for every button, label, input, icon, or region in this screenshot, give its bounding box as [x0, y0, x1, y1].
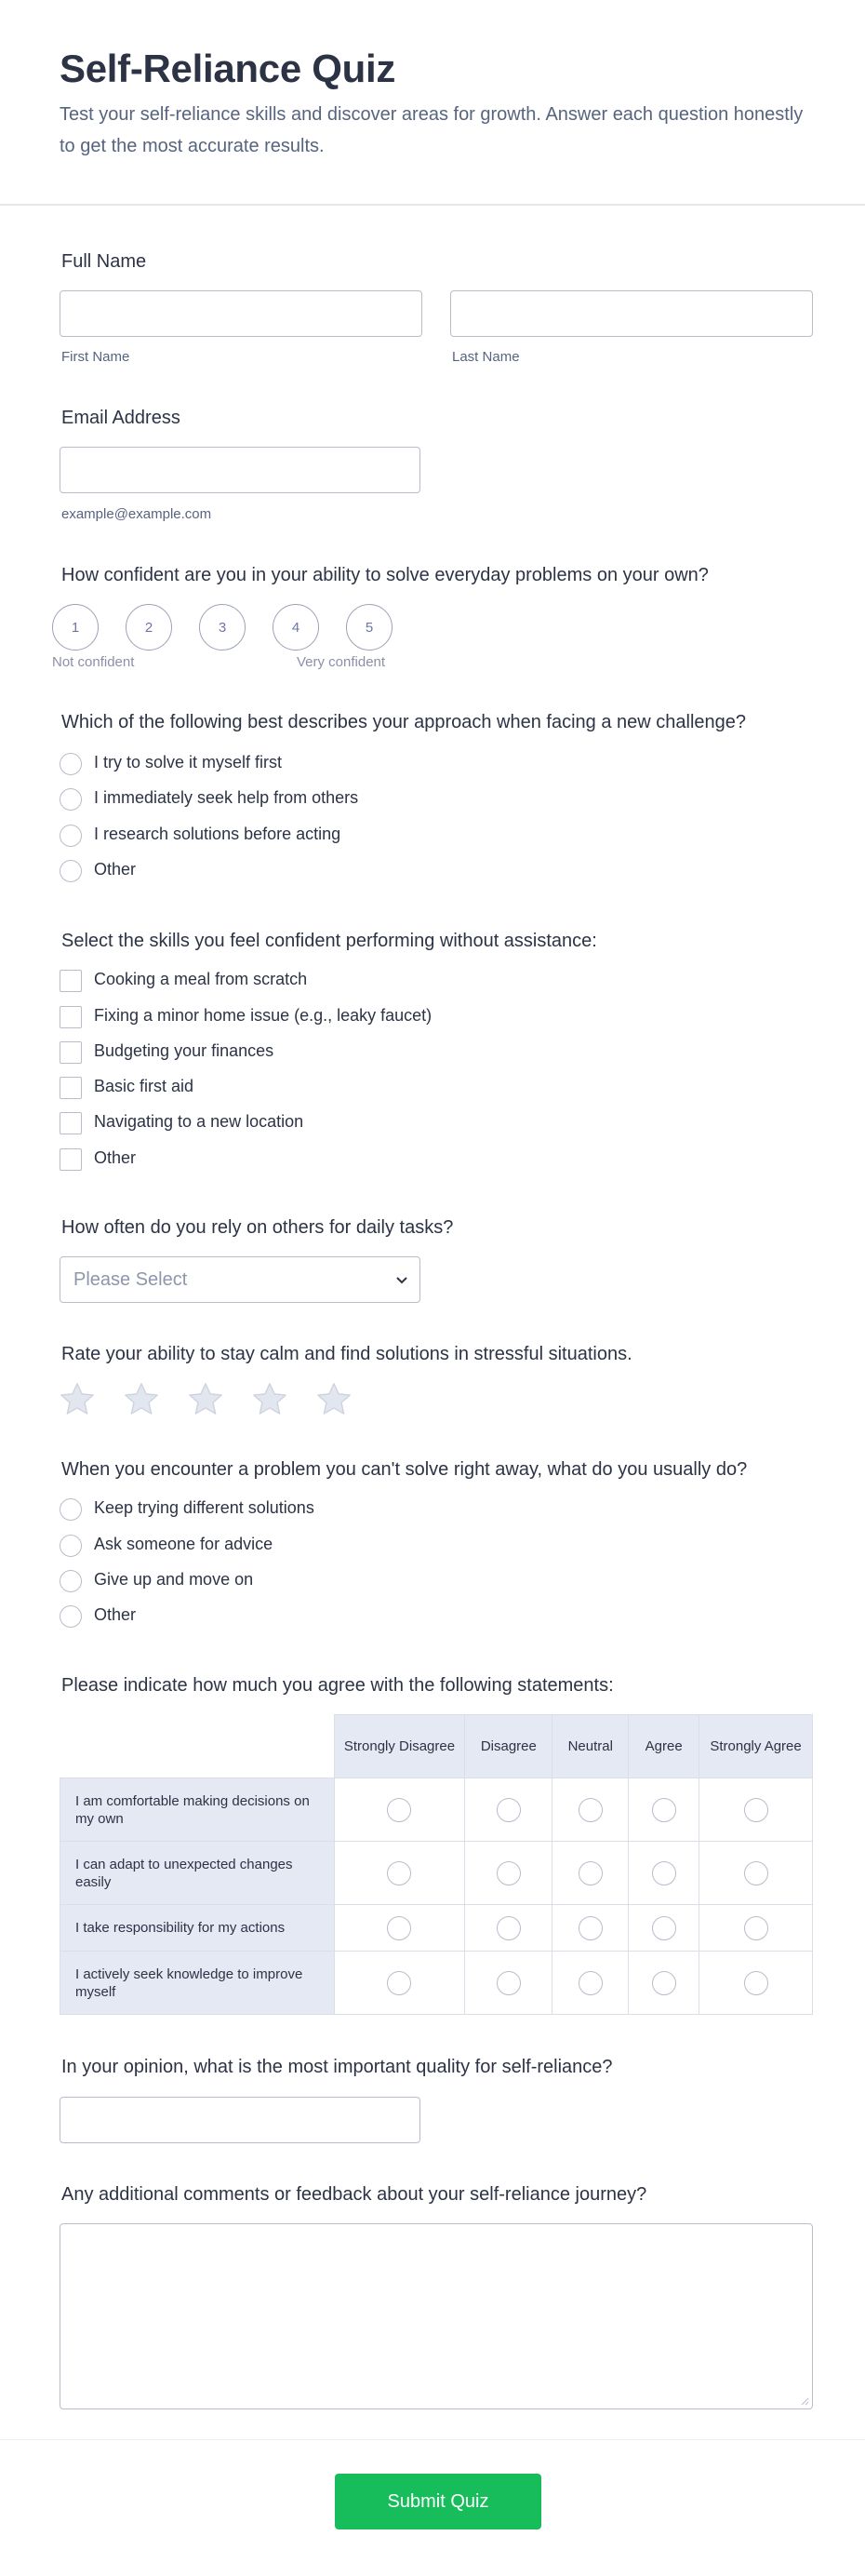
matrix-radio[interactable]	[497, 1861, 521, 1885]
skills-checkbox-6[interactable]	[60, 1148, 82, 1171]
matrix-radio[interactable]	[387, 1971, 411, 1995]
scale-max-label: Very confident	[297, 654, 386, 670]
matrix-radio[interactable]	[387, 1916, 411, 1940]
matrix-radio[interactable]	[387, 1798, 411, 1822]
matrix-radio[interactable]	[497, 1916, 521, 1940]
problem-radio-4[interactable]	[60, 1605, 82, 1628]
form-header	[0, 0, 865, 206]
matrix-radio[interactable]	[744, 1861, 768, 1885]
matrix-radio[interactable]	[652, 1916, 676, 1940]
comments-question: Any additional comments or feedback about your self-reliance journey?	[61, 2184, 647, 2205]
dropdown-selected-value: Please Select	[73, 1269, 188, 1290]
matrix-column-header: Neutral	[552, 1715, 629, 1778]
approach-option-label[interactable]: I immediately seek help from others	[94, 788, 359, 807]
skills-option-label[interactable]: Fixing a minor home issue (e.g., leaky faucet)	[94, 1006, 432, 1025]
skills-checkbox-4[interactable]	[60, 1077, 82, 1099]
scale-option-1[interactable]: 1	[52, 604, 99, 651]
page-title: Self-Reliance Quiz	[60, 47, 396, 90]
skills-checkbox-5[interactable]	[60, 1112, 82, 1134]
skills-checkbox-2[interactable]	[60, 1006, 82, 1028]
matrix-radio[interactable]	[744, 1971, 768, 1995]
first-name-sublabel: First Name	[61, 349, 130, 365]
problem-option-label[interactable]: Give up and move on	[94, 1570, 254, 1589]
problem-question: When you encounter a problem you can't solve right away, what do you usually do?	[61, 1459, 748, 1480]
matrix-question: Please indicate how much you agree with the following statements:	[61, 1675, 614, 1696]
matrix-radio[interactable]	[579, 1798, 603, 1822]
matrix-column-header: Disagree	[465, 1715, 552, 1778]
skills-checkbox-3[interactable]	[60, 1041, 82, 1064]
star-icon[interactable]	[122, 1380, 161, 1419]
submit-button[interactable]: Submit Quiz	[335, 2474, 541, 2529]
scale-min-label: Not confident	[52, 654, 135, 670]
star-icon[interactable]	[314, 1380, 353, 1419]
skills-option-label[interactable]: Navigating to a new location	[94, 1112, 304, 1131]
confidence-question: How confident are you in your ability to solve everyday problems on your own?	[61, 565, 709, 585]
matrix-radio[interactable]	[579, 1971, 603, 1995]
table-row	[60, 1842, 813, 1905]
calm-question: Rate your ability to stay calm and find solutions in stressful situations.	[61, 1344, 632, 1364]
problem-radio-2[interactable]	[60, 1535, 82, 1557]
approach-question: Which of the following best describes your approach when facing a new challenge?	[61, 712, 746, 732]
reliance-dropdown[interactable]	[60, 1256, 420, 1303]
table-row	[60, 1952, 813, 2015]
scale-option-2[interactable]: 2	[126, 604, 172, 651]
matrix-radio[interactable]	[497, 1971, 521, 1995]
problem-option-label[interactable]: Keep trying different solutions	[94, 1498, 314, 1517]
approach-option-label[interactable]: I try to solve it myself first	[94, 753, 283, 771]
skills-option-label[interactable]: Budgeting your finances	[94, 1041, 274, 1060]
matrix-row-label: I can adapt to unexpected changes easily	[60, 1842, 335, 1905]
scale-option-3[interactable]: 3	[199, 604, 246, 651]
matrix-radio[interactable]	[652, 1798, 676, 1822]
comments-textarea[interactable]	[60, 2223, 813, 2409]
last-name-sublabel: Last Name	[452, 349, 520, 365]
scale-option-4[interactable]: 4	[273, 604, 319, 651]
star-icon[interactable]	[58, 1380, 97, 1419]
star-icon[interactable]	[186, 1380, 225, 1419]
matrix-radio[interactable]	[387, 1861, 411, 1885]
chevron-down-icon	[395, 1274, 408, 1287]
resize-handle-icon[interactable]	[800, 2396, 809, 2406]
page-subtitle: Test your self-reliance skills and discover areas for growth. Answer each question honestly to get the most accurate results.	[60, 104, 804, 156]
problem-option-label[interactable]: Ask someone for advice	[94, 1535, 273, 1553]
email-sublabel: example@example.com	[61, 506, 212, 522]
matrix-column-header: Strongly Disagree	[334, 1715, 465, 1778]
first-name-input[interactable]	[60, 290, 422, 337]
skills-option-label[interactable]: Basic first aid	[94, 1077, 194, 1095]
matrix-radio[interactable]	[744, 1798, 768, 1822]
matrix-radio[interactable]	[652, 1861, 676, 1885]
footer-divider	[0, 2439, 865, 2440]
matrix-radio[interactable]	[744, 1916, 768, 1940]
matrix-corner	[60, 1715, 335, 1778]
problem-radio-1[interactable]	[60, 1498, 82, 1521]
approach-radio-1[interactable]	[60, 753, 82, 775]
quality-question: In your opinion, what is the most important quality for self-reliance?	[61, 2057, 613, 2077]
skills-question: Select the skills you feel confident performing without assistance:	[61, 931, 597, 951]
matrix-row-label: I take responsibility for my actions	[60, 1905, 335, 1952]
email-input[interactable]	[60, 447, 420, 493]
table-row	[60, 1778, 813, 1842]
approach-option-label[interactable]: I research solutions before acting	[94, 825, 341, 843]
matrix-radio[interactable]	[579, 1916, 603, 1940]
skills-option-label[interactable]: Other	[94, 1148, 137, 1167]
approach-radio-3[interactable]	[60, 825, 82, 847]
matrix-column-header: Strongly Agree	[699, 1715, 813, 1778]
matrix-radio[interactable]	[579, 1861, 603, 1885]
matrix-radio[interactable]	[497, 1798, 521, 1822]
problem-radio-3[interactable]	[60, 1570, 82, 1592]
skills-option-label[interactable]: Cooking a meal from scratch	[94, 970, 308, 988]
star-icon[interactable]	[250, 1380, 289, 1419]
matrix-row-label: I am comfortable making decisions on my own	[60, 1778, 335, 1842]
quality-input[interactable]	[60, 2097, 420, 2143]
approach-radio-2[interactable]	[60, 788, 82, 811]
full-name-label: Full Name	[61, 251, 147, 272]
matrix-row-label: I actively seek knowledge to improve myself	[60, 1952, 335, 2015]
scale-option-5[interactable]: 5	[346, 604, 393, 651]
last-name-input[interactable]	[450, 290, 813, 337]
agreement-matrix	[60, 1714, 813, 2015]
reliance-question: How often do you rely on others for daily tasks?	[61, 1217, 454, 1238]
skills-checkbox-1[interactable]	[60, 970, 82, 992]
approach-option-label[interactable]: Other	[94, 860, 137, 879]
matrix-column-header: Agree	[629, 1715, 699, 1778]
table-row	[60, 1905, 813, 1952]
matrix-radio[interactable]	[652, 1971, 676, 1995]
email-label: Email Address	[61, 408, 180, 428]
problem-option-label[interactable]: Other	[94, 1605, 137, 1624]
approach-radio-4[interactable]	[60, 860, 82, 882]
